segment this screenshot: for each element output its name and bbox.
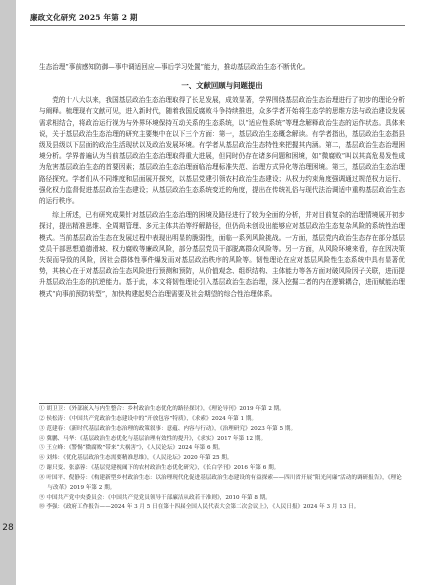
- article-body: [39, 62, 405, 300]
- footnote: ③ 范建春：《新时代基层政治生态治理的政策叙事：意蕴、内容与行动》，《治理研究》2023 年第 5 期。: [39, 425, 297, 432]
- page-number: 28: [2, 523, 14, 533]
- footnote: ⑤ 王立峰：《警惕“微腐败”带来“大祸害”》，《人民论坛》2024 年第 6 期。: [39, 445, 224, 452]
- footnote: ⑧ 叶国平、倪静芬：《构建新型乡村政治生态：以治理现代化促进基层政治生态建设的有益探索——四川省开展“阳光问廉”活动的调研报告》，《理论与改革》2019 年第 2 期。: [39, 474, 402, 491]
- footnote: ① 胡卫卫：《外部嵌入与内生整合：乡村政治生态优化的路径探讨》，《理论导刊》2019 年第 2 期。: [39, 406, 285, 412]
- intro-line: 生态治理”事前感知防御—事中调适回应—事后学习处置”能力，推动基层政治生态不断优化。: [39, 63, 310, 71]
- footnote-rule: [39, 403, 137, 404]
- footnote: ④ 冀鹏、马华：《基层政治生态优化与基层治理有效性的提升》，《求实》2017 年第 12 期。: [39, 435, 267, 442]
- footnote: ② 侯松涛：《中国共产党政治生态建设中的“开放包容”特质》，《求索》2024 年第 1 期。: [39, 415, 258, 422]
- page-side-tab: [0, 0, 16, 585]
- body-paragraph: 综上所述，已有研究成果针对基层政治生态治理的困境及路径进行了较为全面的分析，并对目前复杂的治理情境展开初步探讨，提出精准思维、全周期管理、多元主体共治等纾解路径，但仍尚未创设出能够应对基层政治生态复杂风险的系统性治理模式。当前基层政治生态在发展过程中表现出明显的脆弱性，面临一系列风险挑战。一方面，基层党内政治生态存在部分基层党员干部思想道德滑坡、权力腐败等廉政风险，部分基层党员干部脱离群众风险等。另一方面，从风险环境来看，存在因决策失误而导致的风险，因社会群体性事件爆发而对基层政治秩序的风险等。韧性理论在应对基层风险性生态系统中具有显著优势，其核心在于对基层政治生态风险进行预测和预防，从价值观念、组织结构、主体能力等各方面对破风险因子关联，进而提升基层政治生态的抗逆能力。基于此，本文将韧性理论引入基层政治生态治理，深入挖掘二者的内在逻辑耦合，进而赋能治理模式“向事前预防转型”，加快构建起契合治理需要及社会期望的综合性治理体系。: [39, 211, 405, 298]
- running-header: 廉政文化研究 2025 年第 2 期: [30, 13, 138, 22]
- header-rule: [30, 25, 405, 26]
- section-title: 一、文献回顾与问题提出: [181, 81, 263, 91]
- footnote: ⑥ 刘炜：《优化基层政治生态需要精准思维》，《人民论坛》2020 年第 25 期。: [39, 455, 233, 462]
- footnote: ⑨ 中国共产党中央委员会：《中国共产党党员领导干部廉洁从政若干准则》，2010 年第 8 期。: [39, 494, 271, 501]
- footnotes: [39, 405, 405, 513]
- body-paragraph: 党的十八大以来，我国基层政治生态治理取得了长足发展，成效显著，学界围绕基层政治生态治理进行了初步的理论分析与阐释。梳理现有文献可见，进入新时代，随着我国反腐败斗争持续推进，众多学者开始将生态学的思维方法与政治建设发展需求相结合，将政治运行视为与外界环境保持互动关系的生态系统，以“适应性系统”等理念解释政治生态的运作状态。具体来说，关于基层政治生态治理的研究主要集中在以下三个方面：第一，基层政治生态概念解读。有学者指出，基层政治生态指县级及县级以下层面的政治生活现状以及政治发展环境。有学者从基层政治生态特性来把握其内涵。第二，基层政治生态治理困境分析。学界普遍认为当前基层政治生态治理取得重大进展，但同时仍存在诸多问题和困境，如“微腐败”叫以其高危易发性成为危害基层政治生态的首要因素；基层政治生态治理面临治理标准失范、治理方式异化等治理困境。第三，基层政治生态治理路径探究。学者们从不同维度和层面展开探究，以基层党建引领农村政治生态建设；从权力约束角度强调通过规范权力运行、强化权力监督促进基层政治生态建设；从基层政治生态系统变迁的角度，提出在传统礼俗与现代法治调适中重构基层政治生态的运行秩序。: [39, 96, 405, 206]
- footnote: ⑦ 谢只变、张嘉蓉：《基层党建视阈下的农村政治生态优化研究》，《长白学刊》2016 年第 6 期。: [39, 465, 280, 472]
- footnote: ⑩ 李强：《政府工作报告——2024 年 3 月 5 日在第十四届全国人民代表大会第二次会议上》，《人民日报》2024 年 3 月 13 日。: [39, 504, 360, 511]
